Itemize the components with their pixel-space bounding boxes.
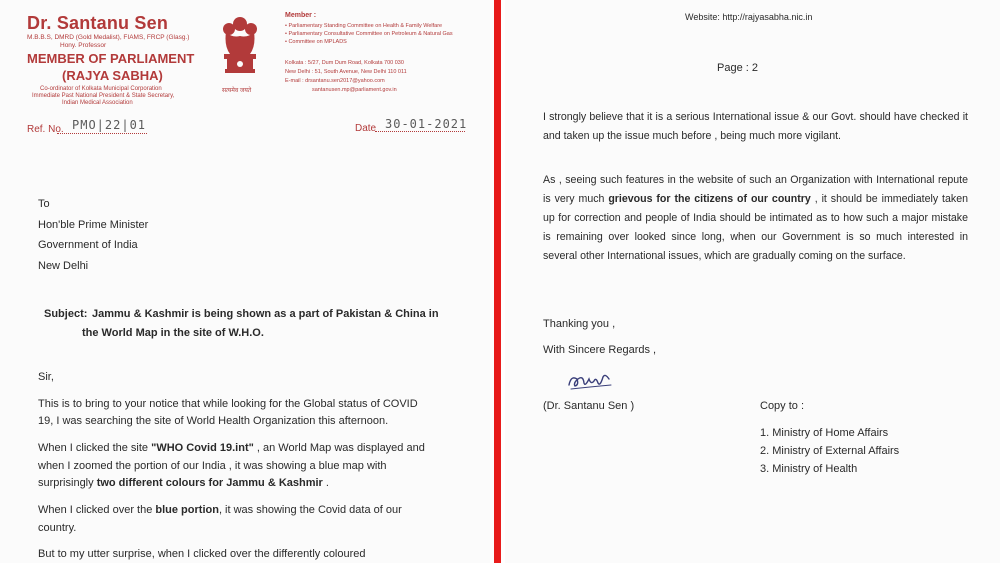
paragraph-line: 19, I was searching the site of World Health Organization this afternoon. <box>38 415 389 427</box>
copy-to-item: 3. Ministry of Health <box>760 463 858 475</box>
email-address: E-mail : drsantanu.sen2017@yahoo.com <box>285 78 385 84</box>
letter-page-2 <box>505 0 1000 563</box>
paragraph-line: country. <box>38 522 77 534</box>
national-emblem-icon <box>218 14 262 94</box>
letterhead-name: Dr. Santanu Sen <box>27 13 169 33</box>
date-label: Date <box>355 123 377 134</box>
date-underline <box>375 131 465 132</box>
page-divider <box>490 0 505 563</box>
recipient-line: Hon'ble Prime Minister <box>38 219 149 231</box>
date-value: 30-01-2021 <box>385 117 468 131</box>
closing-thanks: Thanking you , <box>543 318 616 330</box>
page-number: Page : 2 <box>717 62 758 74</box>
recipient-line: New Delhi <box>38 260 89 272</box>
address-delhi: New Delhi : 51, South Avenue, New Delhi 110 011 <box>285 69 407 75</box>
letterhead-credential: Immediate Past National President & State Secretary, <box>32 93 175 99</box>
paragraph-line: When I clicked over the blue portion, it was showing the Covid data of our <box>38 504 402 516</box>
divider-bar <box>494 0 501 563</box>
signature-icon <box>565 367 617 393</box>
letterhead-qualifications: M.B.B.S, DMRD (Gold Medalist), FIAMS, FRCP (Glasg.) <box>27 34 190 41</box>
member-of-item: • Committee on MPLADS <box>285 39 347 45</box>
address-kolkata: Kolkata : 5/27, Dum Dum Road, Kolkata 700 030 <box>285 60 404 66</box>
paragraph-line: When I clicked the site "WHO Covid 19.int" , an World Map was displayed and <box>38 442 425 454</box>
copy-to-label: Copy to : <box>760 400 805 412</box>
paragraph: I strongly believe that it is a serious International issue & our Govt. should have checked it and taken up the issue much before , being much more vigilant. <box>543 111 968 142</box>
ref-label: Ref. No. <box>27 124 64 135</box>
emblem-caption: सत्यमेव जयते <box>222 88 252 94</box>
closing-regards: With Sincere Regards , <box>543 344 657 356</box>
letter-page-1 <box>0 0 490 563</box>
paragraph: As , seeing such features in the website of such an Organization with International repute is very much grievous for the citizens of our country , it should be immediately taken up for correction and people of India should be intimated as to how such a major mistake is remaining over looked since long, when our Government is so much interested in several other International issues, which are gradually coming on the surface. <box>543 174 968 262</box>
website-header: Website: http://rajyasabha.nic.in <box>685 12 813 22</box>
member-of-item: • Parliamentary Standing Committee on Health & Family Welfare <box>285 23 443 29</box>
signatory-name: (Dr. Santanu Sen ) <box>543 400 635 412</box>
email-address-alt: santanusen.mp@parliament.gov.in <box>312 87 397 93</box>
ref-value: PMO|22|01 <box>72 118 147 132</box>
salutation: Sir, <box>38 371 54 383</box>
letterhead-credential: Co-ordinator of Kolkata Municipal Corporation <box>40 86 162 92</box>
subject-line: the World Map in the site of W.H.O. <box>82 327 264 339</box>
paragraph-line: surprisingly two different colours for Jammu & Kashmir . <box>38 477 329 489</box>
letterhead-honorary: Hony. Professor <box>60 42 107 49</box>
subject-label: Subject: <box>44 308 88 320</box>
ref-underline <box>57 133 147 134</box>
subject-line: Jammu & Kashmir is being shown as a part of Pakistan & China in <box>92 308 439 320</box>
paragraph-line: But to my utter surprise, when I clicked over the differently coloured <box>38 548 366 560</box>
recipient-line: Government of India <box>38 239 138 251</box>
letterhead-designation: MEMBER OF PARLIAMENT <box>27 51 195 66</box>
member-title: Member : <box>285 12 317 19</box>
paragraph-line: This is to bring to your notice that while looking for the Global status of COVID <box>38 398 418 410</box>
copy-to-item: 1. Ministry of Home Affairs <box>760 427 889 439</box>
paragraph-line: when I zoomed the portion of our India , it was showing a blue map with <box>38 460 387 472</box>
letterhead-house: (RAJYA SABHA) <box>62 68 163 83</box>
copy-to-item: 2. Ministry of External Affairs <box>760 445 900 457</box>
letterhead-credential: Indian Medical Association <box>62 100 133 106</box>
member-of-item: • Parliamentary Consultative Committee on Petroleum & Natural Gas <box>285 31 453 37</box>
recipient-line: To <box>38 198 50 210</box>
